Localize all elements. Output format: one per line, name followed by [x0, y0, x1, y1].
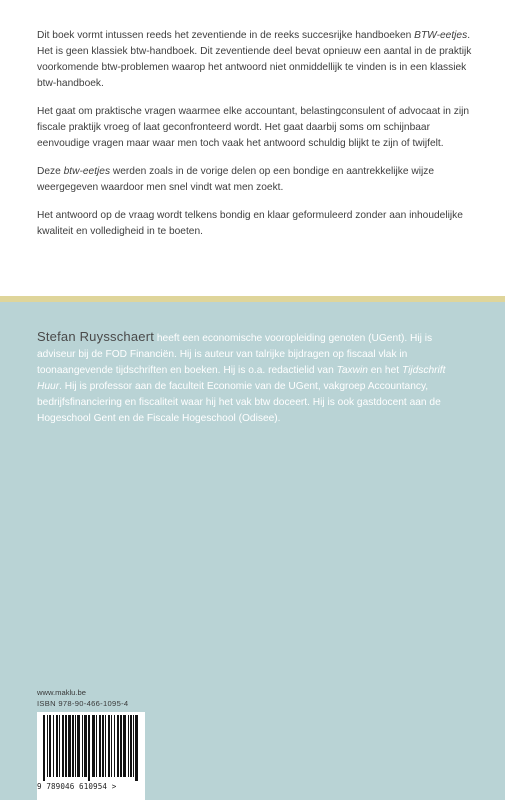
barcode-bar: [99, 715, 101, 777]
barcode-bar: [82, 715, 83, 777]
barcode-bar: [49, 715, 51, 777]
barcode-bar: [72, 715, 74, 777]
barcode-bar: [130, 715, 132, 777]
barcode-bar: [128, 715, 129, 777]
barcode-bar: [123, 715, 126, 777]
italic-term: Tijdschrift Huur: [37, 365, 446, 392]
barcode-bar: [47, 715, 48, 777]
barcode-bar: [105, 715, 106, 777]
barcode: [37, 712, 145, 800]
barcode-bar: [65, 715, 67, 777]
blurb-paragraph-3: [37, 164, 473, 196]
barcode-bar: [59, 715, 60, 777]
blurb-paragraph-2: Het gaat om praktische vragen waarmee elke accountant, belastingconsulent of advocaat in zijn fiscale praktijk vroeg of laat geconfronteerd wordt. Het gaat daarbij soms om schijnbaar eenvoudige vragen maar waar men toch vaak het antwoord schuldig blijkt te zijn of twijfelt.: [37, 106, 470, 149]
text-run: werden zoals in de vorige delen op een bondige en aantrekkelijke wijze weergegeven waardoor men snel vindt wat men zoekt.: [37, 166, 435, 193]
publisher-website: www.maklu.be: [37, 688, 86, 697]
barcode-bar: [62, 715, 64, 777]
barcode-bar: [133, 715, 134, 777]
text-run: . Hij is professor aan de faculteit Economie van de UGent, vakgroep Accountancy, bedrijfsfinanciering en fiscaliteit waar hij het vak btw doceert. Hij is ook gastdocent aan de Hogeschool Gent en de Fiscale Hogeschool (Odisee).: [37, 381, 441, 424]
blurb-paragraph-4: Het antwoord op de vraag wordt telkens bondig en klaar geformuleerd zonder aan inhoudelijke kwaliteit en volledigheid in te boeten.: [37, 210, 463, 237]
barcode-bar: [56, 715, 58, 777]
blurb-paragraph-1: [37, 28, 473, 92]
author-name: Stefan Ruysschaert: [37, 329, 155, 344]
barcode-bar: [108, 715, 110, 777]
barcode-bar: [92, 715, 95, 777]
barcode-bar: [114, 715, 115, 777]
barcode-bar: [53, 715, 54, 777]
barcode-bar: [75, 715, 76, 777]
author-bio: [37, 329, 473, 427]
text-run: Dit boek vormt intussen reeds het zeventiende in de reeks succesrijke handboeken: [37, 30, 415, 41]
barcode-bar: [84, 715, 87, 777]
barcode-bar: [77, 715, 80, 777]
back-cover-blurb: [37, 28, 473, 252]
barcode-bar: [68, 715, 71, 777]
text-run: . Het is geen klassiek btw-handboek. Dit zeventiende deel bevat opnieuw een aantal in de praktijk voorkomende btw-problemen waarop het antwoord niet onmiddellijk te vinden is in een klassiek btw-handboek.: [37, 30, 472, 89]
italic-term: BTW-eetjes: [414, 30, 468, 41]
italic-term: Taxwin: [336, 365, 368, 376]
barcode-bar: [120, 715, 122, 777]
barcode-bar: [111, 715, 112, 777]
barcode-bar: [88, 715, 90, 781]
isbn-number: ISBN 978-90-466-1095-4: [37, 699, 129, 708]
publisher-info: [37, 687, 177, 709]
text-run: Deze: [37, 166, 64, 177]
barcode-bar: [117, 715, 119, 777]
barcode-bars: [43, 715, 139, 781]
barcode-bar: [135, 715, 138, 781]
text-run: en het: [367, 365, 402, 376]
italic-term: btw-eetjes: [63, 166, 111, 177]
author-bio-text: [37, 333, 445, 424]
barcode-digits: 9 789046 610954 >: [37, 782, 117, 791]
text-run: heeft een economische vooropleiding genoten (UGent). Hij is adviseur bij de FOD Financiën. Hij is auteur van talrijke bijdragen op fiscaal vlak in toonaangevende tijdschriften en boeken. Hij is o.a. redactielid van: [37, 333, 433, 376]
barcode-bar: [96, 715, 97, 777]
barcode-bar: [43, 715, 45, 781]
barcode-bar: [102, 715, 104, 777]
